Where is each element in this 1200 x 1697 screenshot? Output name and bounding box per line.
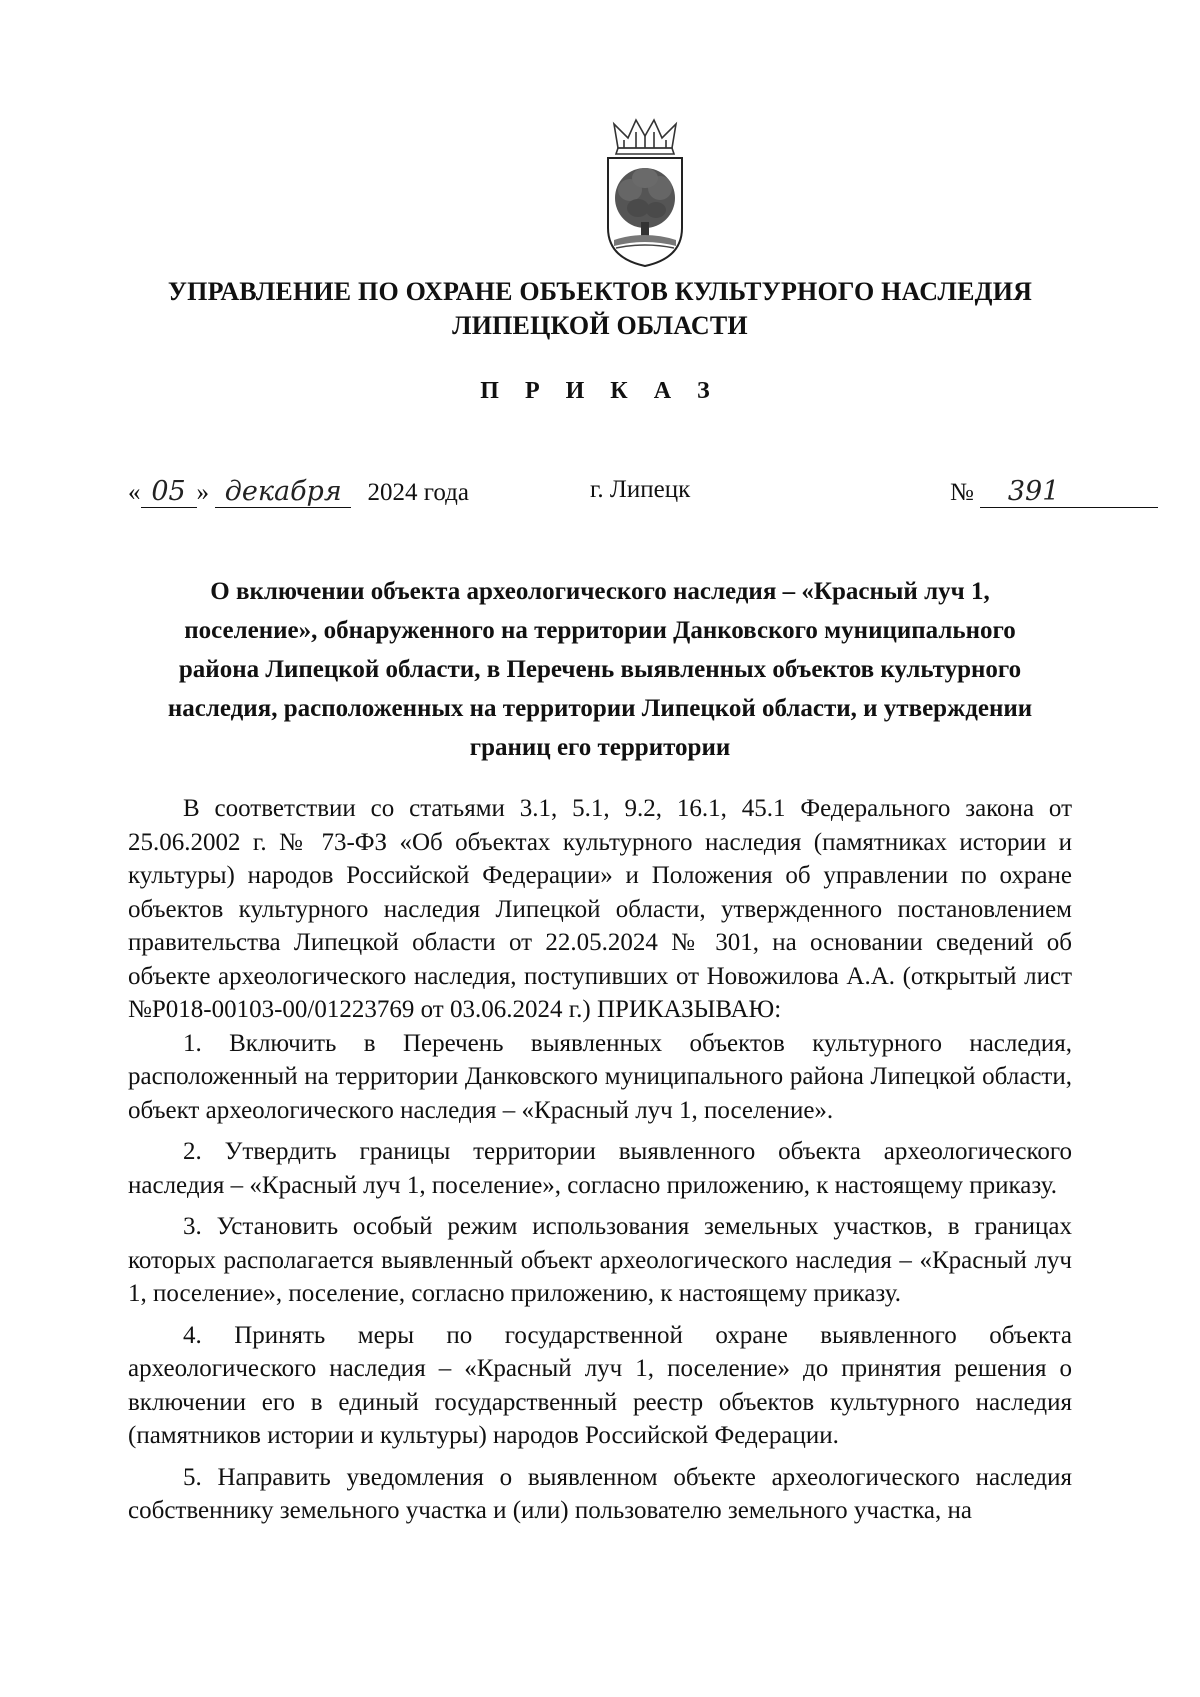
org-title-line-2: ЛИПЕЦКОЙ ОБЛАСТИ [452,311,748,340]
coat-of-arms-icon [590,118,700,268]
document-date [128,476,469,508]
paragraph-item-2: 2. Утвердить границы территории выявленного объекта археологического наследия – «Красный луч 1, поселение», согласно приложению, к настоящему приказу. [128,1138,1072,1199]
number-label: № [950,479,974,506]
organization-title [120,275,1080,343]
date-year: 2024 года [367,479,469,506]
paragraph-preamble: В соответствии со статьями 3.1, 5.1, 9.2, 16.1, 45.1 Федерального закона от 25.06.2002 г. № 73-ФЗ «Об объектах культурного наследия (памятниках истории и культуры) народов Российской Федерации» и Положения об управлении по охране объектов культурного наследия Липецкой области, утвержденного постановлением правительства Липецкой области от 22.05.2024 № 301, на основании сведений об объекте археологического наследия, поступивших от Новожилова А.А. (открытый лист №Р018-00103-00/01223769 от 03.06.2024 г.) ПРИКАЗЫВАЮ: [128,795,1072,1023]
paragraph-item-1: 1. Включить в Перечень выявленных объектов культурного наследия, расположенный на территории Данковского муниципального района Липецкой области, объект археологического наследия – «Красный луч 1, поселение». [128,1029,1072,1124]
document-subject: О включении объекта археологического наследия – «Красный луч 1, поселение», обнаруженного на территории Данковского муниципального района Липецкой области, в Перечень выявленных объектов культурного наследия, расположенных на территории Липецкой области, и утверждении границ его территории [167,578,1033,761]
paragraph-item-4: 4. Принять меры по государственной охране выявленного объекта археологического наследия – «Красный луч 1, поселение» до принятия решения о включении его в единый государственный реестр объектов культурного наследия (памятников истории и культуры) народов Российской Федерации. [128,1321,1072,1449]
document-body [128,792,1072,1528]
paragraph-item-3: 3. Установить особый режим использования земельных участков, в границах которых располагается выявленный объект археологического наследия – «Красный луч 1, поселение», поселение, согласно приложению, к настоящему приказу. [128,1213,1072,1307]
org-title-line-1: УПРАВЛЕНИЕ ПО ОХРАНЕ ОБЪЕКТОВ КУЛЬТУРНОГО НАСЛЕДИЯ [167,277,1033,306]
date-number-row [0,470,1200,520]
document-number [950,476,1158,508]
date-month: декабря [215,476,351,508]
close-quote: » [196,479,209,506]
number-value: 391 [980,476,1158,508]
date-day: 05 [141,476,197,508]
crown-icon [614,120,676,154]
paragraph-item-5: 5. Направить уведомления о выявленном объекте археологического наследия собственнику земельного участка и (или) пользователю земельного участка, на [128,1463,1072,1524]
document-type: П Р И К А З [480,378,720,404]
open-quote: « [128,479,141,506]
document-city: г. Липецк [590,476,691,503]
